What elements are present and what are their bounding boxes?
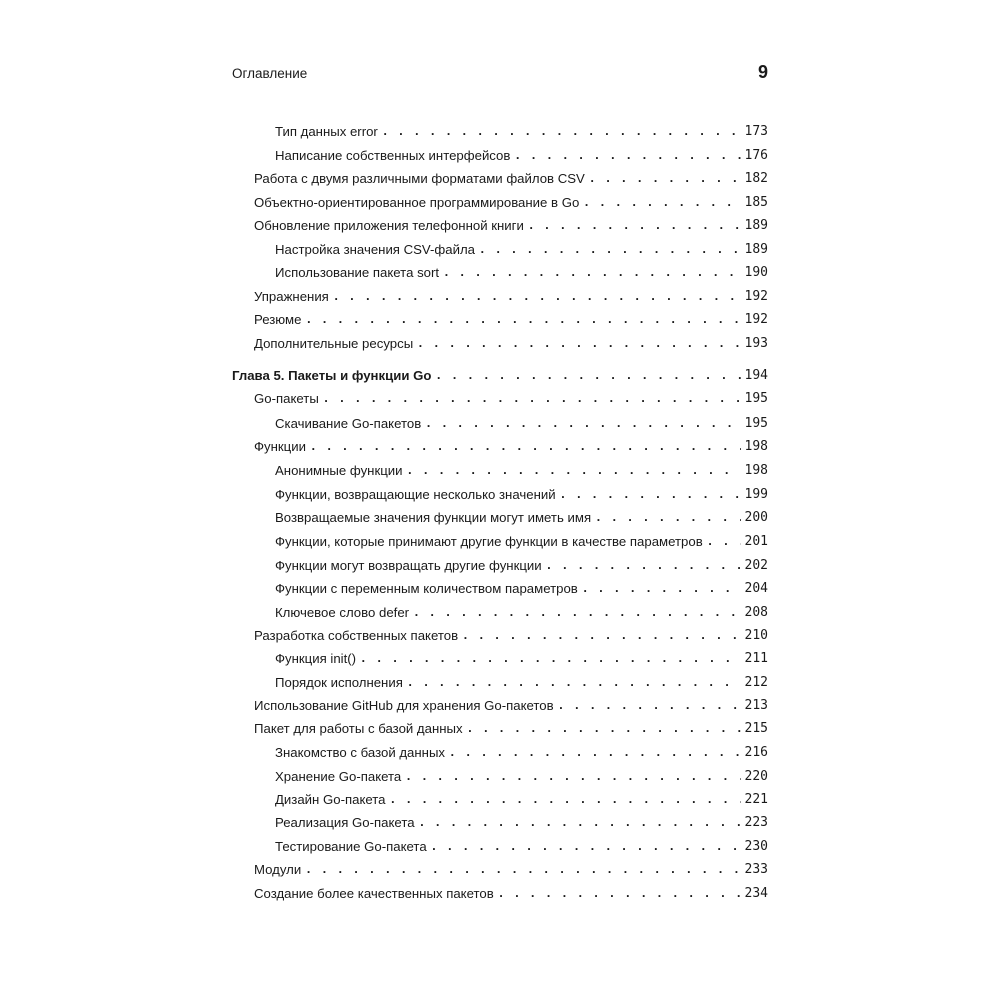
toc-entry-title: Функции	[254, 439, 306, 454]
dot-leader	[583, 194, 740, 212]
toc-entry-title: Go-пакеты	[254, 391, 319, 406]
toc-entry-page: 230	[744, 839, 768, 854]
toc-entry-page: 201	[744, 534, 768, 549]
toc-entry	[254, 436, 768, 456]
toc-entry-page: 192	[744, 289, 768, 304]
toc-entry	[275, 145, 768, 165]
toc-entry-page: 223	[744, 815, 768, 830]
dot-leader	[323, 390, 741, 408]
toc-entry	[254, 309, 768, 329]
toc-entry-title: Ключевое слово defer	[275, 605, 410, 620]
toc-entry-page: 213	[744, 698, 768, 713]
toc-entry-page: 212	[744, 675, 768, 690]
dot-leader	[462, 627, 740, 645]
toc-entry	[254, 625, 768, 645]
toc-entry-page: 198	[744, 439, 768, 454]
toc-entry	[275, 672, 768, 692]
toc-entry-page: 193	[744, 336, 768, 351]
dot-leader	[595, 509, 740, 527]
toc-entry-page: 216	[744, 745, 768, 760]
dot-leader	[310, 438, 741, 456]
toc-entry	[254, 388, 768, 408]
toc-entry-title: Дизайн Go-пакета	[275, 792, 386, 807]
dot-leader	[435, 367, 740, 385]
toc-entry-title: Обновление приложения телефонной книги	[254, 218, 524, 233]
toc-entry-page: 233	[744, 862, 768, 877]
toc-entry-title: Настройка значения CSV-файла	[275, 242, 475, 257]
dot-leader	[419, 814, 741, 832]
toc-entry-title: Функции могут возвращать другие функции	[275, 558, 542, 573]
dot-leader	[425, 415, 740, 433]
toc-entry-page: 190	[744, 265, 768, 280]
toc-entry-page: 220	[744, 769, 768, 784]
toc-entry-title: Хранение Go-пакета	[275, 769, 402, 784]
toc-entry	[254, 718, 768, 738]
toc-entry-page: 204	[744, 581, 768, 596]
toc-entry-page: 189	[744, 242, 768, 257]
toc-entry-title: Пакет для работы с базой данных	[254, 721, 463, 736]
dot-leader	[560, 486, 741, 504]
toc-entry-title: Объектно-ориентированное программирование в Go	[254, 195, 580, 210]
dot-leader	[360, 650, 740, 668]
toc-entry-title: Возвращаемые значения функции могут иметь имя	[275, 510, 592, 525]
toc-entry-page: 195	[744, 391, 768, 406]
toc-entry-page: 202	[744, 558, 768, 573]
toc-entry-page: 211	[744, 651, 768, 666]
dot-leader	[479, 241, 741, 259]
dot-leader	[305, 311, 740, 329]
toc-entry-page: 198	[744, 463, 768, 478]
toc-entry-title: Знакомство с базой данных	[275, 745, 446, 760]
dot-leader	[382, 123, 741, 141]
toc-entry	[275, 413, 768, 433]
toc-entry	[254, 859, 768, 879]
running-head-title: Оглавление	[232, 66, 308, 81]
toc-entry-title: Функции с переменным количеством параметров	[275, 581, 578, 596]
toc-entry-title: Порядок исполнения	[275, 675, 403, 690]
toc-entry	[254, 286, 768, 306]
toc-entry	[275, 648, 768, 668]
dot-leader	[407, 462, 741, 480]
toc-entry-page: 210	[744, 628, 768, 643]
toc-entry-page: 200	[744, 510, 768, 525]
toc-entry-title: Разработка собственных пакетов	[254, 628, 459, 643]
toc-entry	[254, 333, 768, 353]
toc-entry	[275, 121, 768, 141]
toc-entry-page: 182	[744, 171, 768, 186]
toc-entry-page: 194	[744, 368, 768, 383]
dot-leader	[443, 264, 740, 282]
toc-entry-title: Написание собственных интерфейсов	[275, 148, 511, 163]
dot-leader	[390, 791, 741, 809]
dot-leader	[431, 838, 741, 856]
toc-entry-page: 215	[744, 721, 768, 736]
toc-entry-title: Использование пакета sort	[275, 265, 440, 280]
dot-leader	[449, 744, 741, 762]
dot-leader	[546, 557, 741, 575]
toc-entry	[275, 742, 768, 762]
dot-leader	[498, 885, 741, 903]
toc-entry-title: Тестирование Go-пакета	[275, 839, 427, 854]
toc-entry-title: Скачивание Go-пакетов	[275, 416, 422, 431]
dot-leader	[589, 170, 741, 188]
toc-entry	[275, 484, 768, 504]
dot-leader	[582, 580, 741, 598]
dot-leader	[405, 768, 740, 786]
dot-leader	[417, 335, 740, 353]
toc-entry-page: 234	[744, 886, 768, 901]
toc-entry-title: Резюме	[254, 312, 302, 327]
toc-entry	[254, 192, 768, 212]
toc-entry	[275, 262, 768, 282]
toc-entry-title: Работа с двумя различными форматами файлов CSV	[254, 171, 585, 186]
dot-leader	[467, 720, 741, 738]
toc-entry-title: Упражнения	[254, 289, 329, 304]
toc-entry-page: 199	[744, 487, 768, 502]
toc-entry-title: Функции, которые принимают другие функции в качестве параметров	[275, 534, 703, 549]
toc-entry-page: 185	[744, 195, 768, 210]
toc-entry	[275, 460, 768, 480]
toc-entry	[275, 531, 768, 551]
toc-entry	[275, 812, 768, 832]
toc-entry-title: Глава 5. Пакеты и функции Go	[232, 368, 432, 383]
toc-entry	[254, 883, 768, 903]
dot-leader	[528, 217, 741, 235]
toc-entry	[275, 578, 768, 598]
toc-entry	[275, 836, 768, 856]
toc-entry-page: 221	[744, 792, 768, 807]
dot-leader	[333, 288, 741, 306]
page-number: 9	[757, 62, 768, 82]
toc-entry-title: Модули	[254, 862, 302, 877]
dot-leader	[707, 533, 741, 551]
dot-leader	[558, 697, 741, 715]
toc-entry	[275, 602, 768, 622]
toc-entry-page: 173	[744, 124, 768, 139]
toc-entry-page: 195	[744, 416, 768, 431]
toc-entry-title: Реализация Go-пакета	[275, 815, 415, 830]
toc-entry	[275, 507, 768, 527]
dot-leader	[305, 861, 740, 879]
toc-entry-page: 189	[744, 218, 768, 233]
toc-entry-title: Анонимные функции	[275, 463, 403, 478]
toc-entry	[254, 168, 768, 188]
toc-entry-page: 176	[744, 148, 768, 163]
toc-entry	[275, 789, 768, 809]
dot-leader	[407, 674, 741, 692]
toc-entry-page: 192	[744, 312, 768, 327]
toc-entry	[275, 555, 768, 575]
toc-entry	[275, 766, 768, 786]
dot-leader	[413, 604, 740, 622]
toc-entry-title: Тип данных error	[275, 124, 378, 139]
toc-entry-title: Дополнительные ресурсы	[254, 336, 414, 351]
toc-entry-title: Использование GitHub для хранения Go-пакетов	[254, 698, 554, 713]
toc-chapter-entry	[232, 365, 768, 385]
toc-entry-title: Создание более качественных пакетов	[254, 886, 494, 901]
toc-entry	[254, 215, 768, 235]
toc-entry-page: 208	[744, 605, 768, 620]
toc-entry	[254, 695, 768, 715]
toc-entry	[275, 239, 768, 259]
toc-entry-title: Функции, возвращающие несколько значений	[275, 487, 556, 502]
dot-leader	[514, 147, 740, 165]
toc-entry-title: Функция init()	[275, 651, 357, 666]
